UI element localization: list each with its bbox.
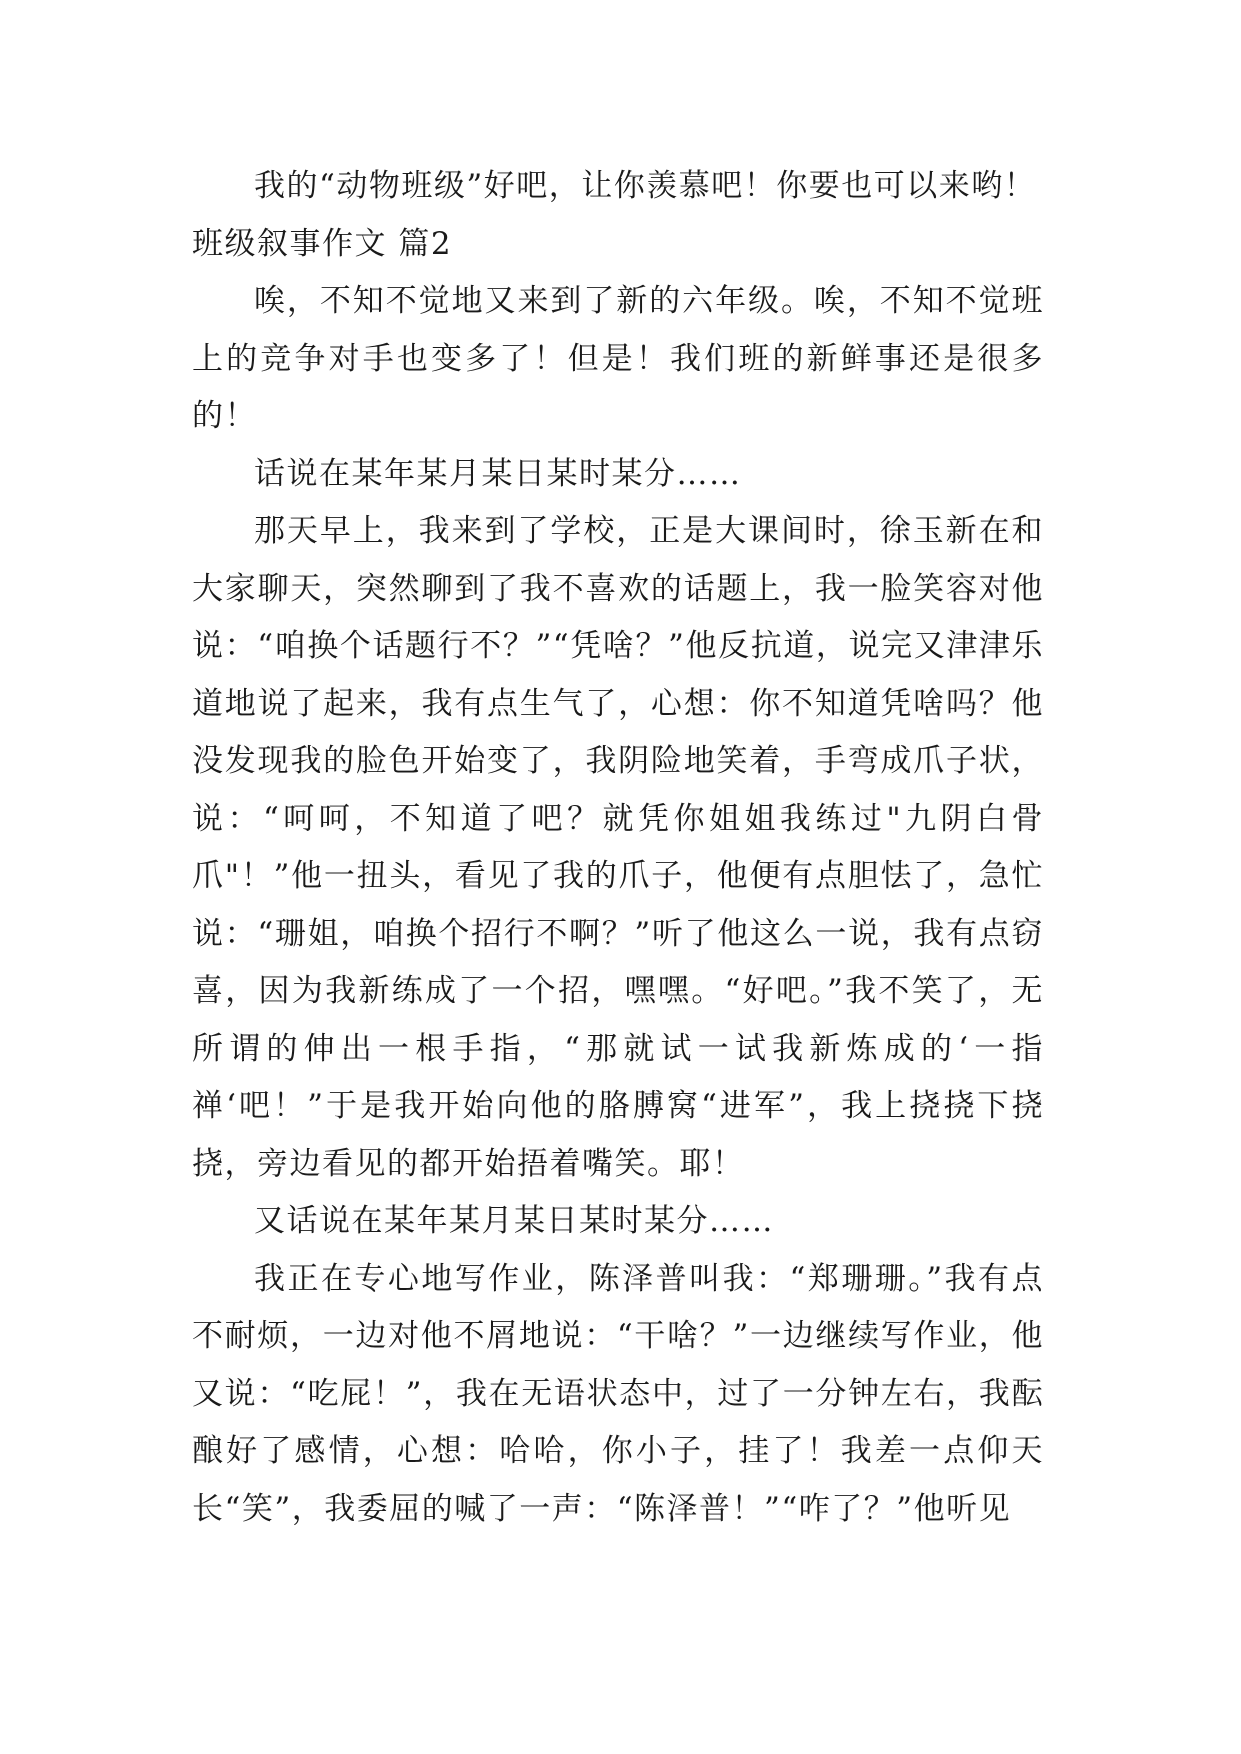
paragraph-story-marker-1: 话说在某年某月某日某时某分……: [254, 455, 742, 492]
document-body: [192, 158, 1044, 1538]
paragraph-story-2: 我正在专心地写作业，陈泽普叫我：“郑珊珊。”我有点不耐烦，一边对他不屑地说：“干啥？”一边继续写作业，他又说：“吃屁！”，我在无语状态中，过了一分钟左右，我酝酿好了感情，心想：哈哈，你小子，挂了！我差一点仰天长“笑”，我委屈的喊了一声：“陈泽普！”“咋了？”他听见: [192, 1260, 1044, 1527]
section-heading: 班级叙事作文 篇2: [192, 225, 453, 262]
paragraph-story-1: 那天早上，我来到了学校，正是大课间时，徐玉新在和大家聊天，突然聊到了我不喜欢的话题上，我一脸笑容对他说：“咱换个话题行不？”“凭啥？”他反抗道，说完又津津乐道地说了起来，我有点生气了，心想：你不知道凭啥吗？他没发现我的脸色开始变了，我阴险地笑着，手弯成爪子状，说：“呵呵，不知道了吧？就凭你姐姐我练过"九阴白骨爪"！”他一扭头，看见了我的爪子，他便有点胆怯了，急忙说：“珊姐，咱换个招行不啊？”听了他这么一说，我有点窃喜，因为我新练成了一个招，嘿嘿。“好吧。”我不笑了，无所谓的伸出一根手指，“那就试一试我新炼成的‘一指禅‘吧！”于是我开始向他的胳膊窝“进军”，我上挠挠下挠挠，旁边看见的都开始捂着嘴笑。耶！: [192, 513, 1044, 1182]
paragraph-opening: 唉，不知不觉地又来到了新的六年级。唉，不知不觉班上的竞争对手也变多了！但是！我们班的新鲜事还是很多的！: [192, 283, 1044, 434]
paragraph-story-marker-2: 又话说在某年某月某日某时某分……: [254, 1203, 774, 1239]
paragraph-intro-ending: 我的“动物班级”好吧，让你羡慕吧！你要也可以来哟！: [254, 168, 1037, 204]
